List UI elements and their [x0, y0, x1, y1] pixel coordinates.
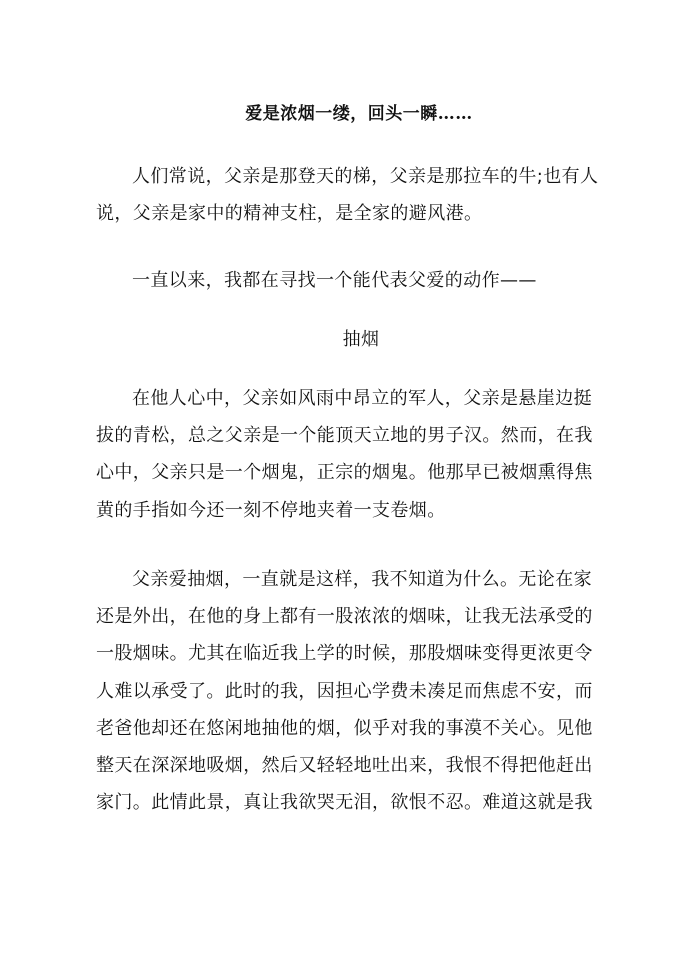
paragraph-intro: 人们常说，父亲是那登天的梯，父亲是那拉车的牛;也有人说，父亲是家中的精神支柱，是全家的避风港。 [96, 166, 599, 225]
paragraph-smoking: 抽烟 [342, 329, 380, 350]
paragraph-father-smokes: 父亲爱抽烟，一直就是这样，我不知道为什么。无论在家还是外出，在他的身上都有一股浓浓的烟味，让我无法承受的一股烟味。尤其在临近我上学的时候，那股烟味变得更浓更令人难以承受了。此时的我，因担心学费未凑足而焦虑不安，而老爸他却还在悠闲地抽他的烟，似乎对我的事漠不关心。见他整天在深深地吸烟，然后又轻轻地吐出来，我恨不得把他赶出家门。此情此景，真让我欲哭无泪，欲恨不忍。难道这就是我 [96, 569, 593, 814]
document-title: 爱是浓烟一缕，回头一瞬…… [245, 104, 473, 124]
paragraph-search: 一直以来，我都在寻找一个能代表父爱的动作—— [132, 270, 537, 291]
paragraph-others-view: 在他人心中，父亲如风雨中昂立的军人，父亲是悬崖边挺拔的青松，总之父亲是一个能顶天立地的男子汉。然而，在我心中，父亲只是一个烟鬼，正宗的烟鬼。他那早已被烟熏得焦黄的手指如今还一刻不停地夹着一支卷烟。 [96, 388, 593, 521]
